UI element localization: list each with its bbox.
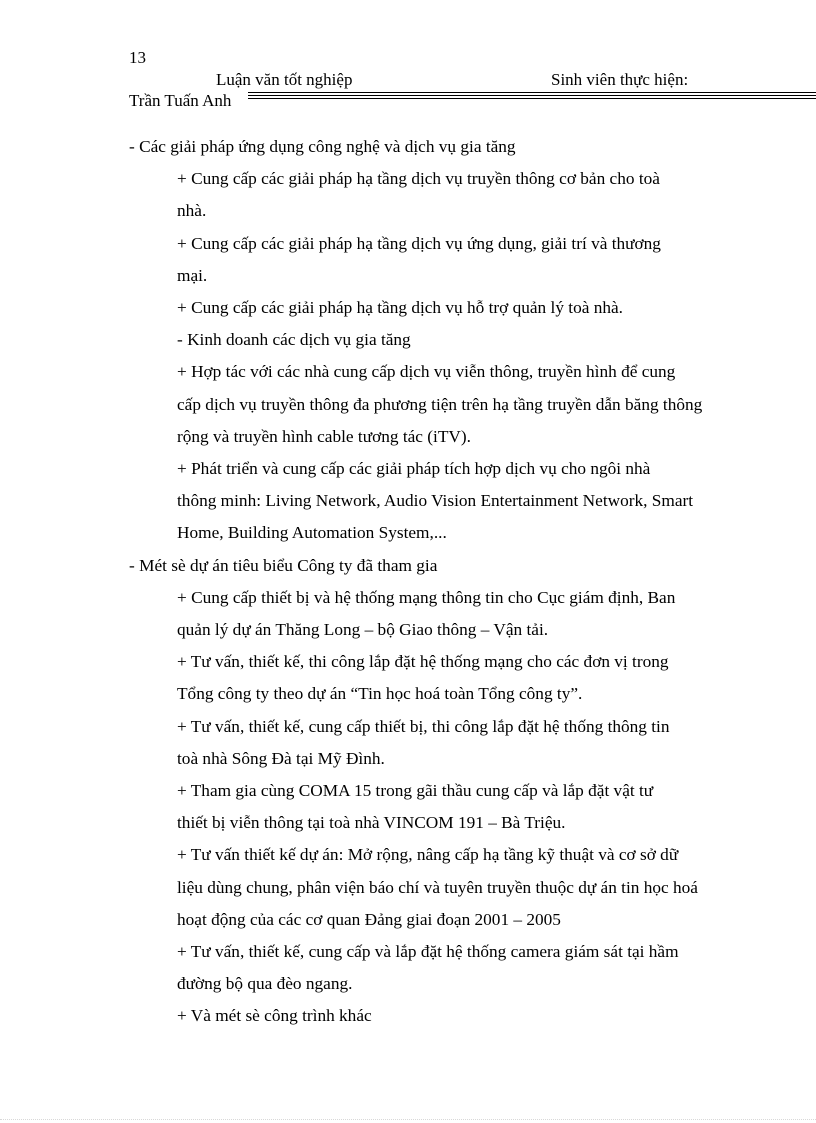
- author-name: Trần Tuấn Anh: [129, 91, 232, 110]
- header-rule-top: [248, 92, 816, 93]
- text-line: Home, Building Automation System,...: [177, 523, 447, 543]
- text-line: rộng và truyền hình cable tương tác (iTV).: [177, 426, 471, 446]
- paragraph: [129, 131, 737, 163]
- text-line: + Cung cấp các giải pháp hạ tầng dịch vụ ứng dụng, giải trí và thương: [177, 233, 661, 253]
- text-line: + Và mét sè công trình khác: [177, 1006, 372, 1026]
- text-line: nhà.: [177, 201, 207, 221]
- paragraph: [129, 324, 737, 356]
- document-body: [129, 131, 737, 1033]
- paragraph: [129, 1000, 737, 1032]
- paragraph: [129, 453, 737, 550]
- text-line: Tổng công ty theo dự án “Tin học hoá toàn Tổng công ty”.: [177, 684, 583, 704]
- text-line: liệu dùng chung, phân viện báo chí và tuyên truyền thuộc dự án tin học hoá: [177, 877, 698, 897]
- text-line: đường bộ qua đèo ngang.: [177, 974, 353, 994]
- text-line: mại.: [177, 265, 208, 285]
- text-line: + Cung cấp các giải pháp hạ tầng dịch vụ truyền thông cơ bản cho toà: [177, 169, 660, 189]
- thesis-label: Luận văn tốt nghiệp: [216, 70, 353, 89]
- paragraph: [129, 356, 737, 453]
- paragraph: [129, 550, 737, 582]
- header-rule-bottom: [248, 98, 816, 99]
- text-line: thiết bị viễn thông tại toà nhà VINCOM 191 – Bà Triệu.: [177, 813, 566, 833]
- text-line: + Hợp tác với các nhà cung cấp dịch vụ viễn thông, truyền hình để cung: [177, 362, 676, 382]
- text-line: - Các giải pháp ứng dụng công nghệ và dịch vụ gia tăng: [129, 137, 516, 156]
- paragraph: [129, 775, 737, 839]
- text-line: cấp dịch vụ truyền thông đa phương tiện trên hạ tầng truyền dẫn băng thông: [177, 394, 703, 414]
- paragraph: [129, 711, 737, 775]
- text-line: quản lý dự án Thăng Long – bộ Giao thông – Vận tải.: [177, 620, 549, 640]
- page-number: 13: [129, 48, 146, 67]
- header-rule-middle: [248, 95, 816, 96]
- text-line: + Tư vấn thiết kế dự án: Mở rộng, nâng cấp hạ tầng kỹ thuật và cơ sở dữ: [177, 845, 679, 865]
- text-line: - Mét sè dự án tiêu biểu Công ty đã tham gia: [129, 555, 438, 575]
- text-line: + Tư vấn, thiết kế, cung cấp và lắp đặt hệ thống camera giám sát tại hầm: [177, 942, 679, 962]
- paragraph: [129, 646, 737, 710]
- paragraph: [129, 163, 737, 227]
- text-line: + Phát triển và cung cấp các giải pháp tích hợp dịch vụ cho ngôi nhà: [177, 459, 651, 479]
- text-line: + Tư vấn, thiết kế, thi công lắp đặt hệ thống mạng cho các đơn vị trong: [177, 652, 669, 672]
- text-line: thông minh: Living Network, Audio Vision Entertainment Network, Smart: [177, 491, 694, 511]
- text-line: + Tư vấn, thiết kế, cung cấp thiết bị, thi công lắp đặt hệ thống thông tin: [177, 716, 670, 736]
- text-line: hoạt động của các cơ quan Đảng giai đoạn 2001 – 2005: [177, 909, 561, 929]
- paragraph: [129, 582, 737, 646]
- text-line: - Kinh doanh các dịch vụ gia tăng: [177, 330, 411, 350]
- paragraph: [129, 839, 737, 936]
- author-label: Sinh viên thực hiện:: [551, 70, 689, 89]
- paragraph: [129, 228, 737, 292]
- text-line: + Cung cấp thiết bị và hệ thống mạng thông tin cho Cục giám định, Ban: [177, 587, 676, 607]
- page-bottom-divider: [0, 1119, 816, 1120]
- paragraph: [129, 292, 737, 324]
- text-line: + Cung cấp các giải pháp hạ tầng dịch vụ hỗ trợ quản lý toà nhà.: [177, 298, 623, 318]
- text-line: + Tham gia cùng COMA 15 trong gãi thầu cung cấp và lắp đặt vật tư: [177, 781, 654, 801]
- text-line: toà nhà Sông Đà tại Mỹ Đình.: [177, 748, 385, 768]
- paragraph: [129, 936, 737, 1000]
